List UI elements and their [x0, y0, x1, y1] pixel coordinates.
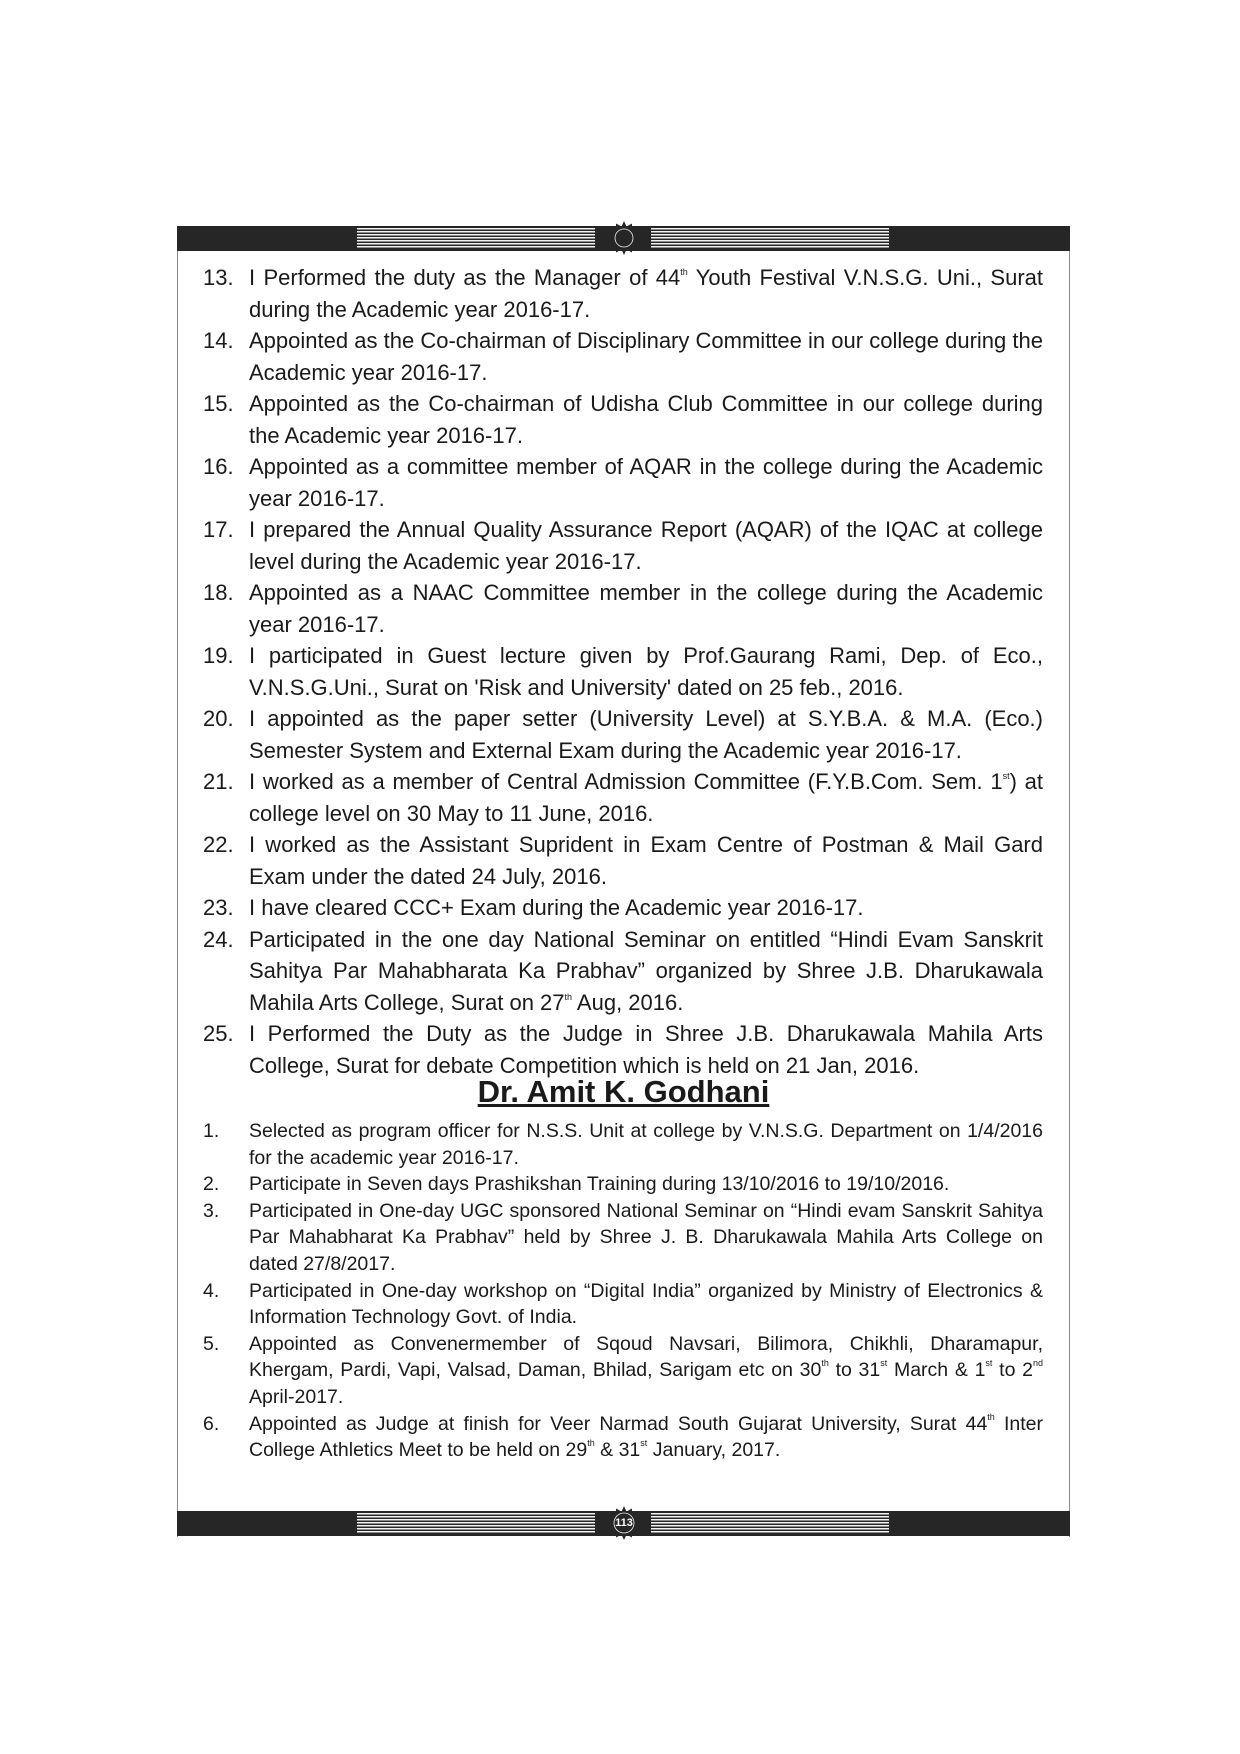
item-text: Participated in One-day workshop on “Digital India” organized by Ministry of Electronics & Information Technology Govt. of India.	[249, 1279, 1043, 1329]
item-text: Appointed as Judge at finish for Veer Narmad South Gujarat University, Surat 44th Inter College Athletics Meet to be held on 29th & 31st January, 2017.	[249, 1411, 1043, 1462]
item-text: Participated in the one day National Seminar on entitled “Hindi Evam Sanskrit Sahitya Par Mahabharata Ka Prabhav” organized by Shree J.B. Dharukawala Mahila Arts College, Surat on 27th Aug, 2016.	[249, 926, 1043, 1015]
sun-ornament-icon	[606, 220, 642, 256]
page-number-badge	[606, 1505, 642, 1541]
item-number: 1.	[203, 1120, 220, 1142]
footer-band	[177, 1511, 1070, 1536]
list-item	[203, 514, 1043, 577]
item-number: 24.	[203, 926, 234, 952]
item-number: 22.	[203, 832, 234, 857]
achievements-list-1	[203, 262, 1043, 1081]
item-number: 13.	[203, 265, 234, 290]
item-text: I have cleared CCC+ Exam during the Academic year 2016-17.	[249, 895, 864, 920]
item-text: I prepared the Annual Quality Assurance Report (AQAR) of the IQAC at college level during the Academic year 2016-17.	[249, 517, 1043, 574]
list-item	[203, 703, 1043, 766]
item-text: I participated in Guest lecture given by Prof.Gaurang Rami, Dep. of Eco., V.N.S.G.Uni., Surat on 'Risk and University' dated on 25 feb., 2016.	[249, 643, 1043, 700]
page-number: 113	[615, 1517, 633, 1529]
list-item	[203, 892, 1043, 924]
section-heading: Dr. Amit K. Godhani	[477, 1074, 770, 1109]
list-item	[203, 325, 1043, 388]
list-item	[203, 1118, 1043, 1171]
list-item	[203, 262, 1043, 325]
footer-stripes-left	[357, 1513, 595, 1534]
item-number: 18.	[203, 580, 234, 605]
item-number: 6.	[203, 1412, 220, 1435]
list-item	[203, 924, 1043, 1019]
item-number: 16.	[203, 454, 234, 479]
item-text: Appointed as a committee member of AQAR in the college during the Academic year 2016-17.	[249, 454, 1043, 511]
item-text: I Performed the Duty as the Judge in Shree J.B. Dharukawala Mahila Arts College, Surat for debate Competition which is held on 21 Jan, 2016.	[249, 1021, 1043, 1078]
list-item	[203, 1278, 1043, 1331]
list-item	[203, 829, 1043, 892]
item-text: Appointed as the Co-chairman of Disciplinary Committee in our college during the Academic year 2016-17.	[249, 328, 1043, 385]
item-text: Participated in One-day UGC sponsored National Seminar on “Hindi evam Sanskrit Sahitya Par Mahabharat Ka Prabhav” held by Shree J. B. Dharukawala Mahila Arts College on dated 27/8/2017.	[249, 1199, 1043, 1275]
item-number: 23.	[203, 895, 234, 920]
item-text: I appointed as the paper setter (University Level) at S.Y.B.A. & M.A. (Eco.) Semester System and External Exam during the Academic year 2016-17.	[249, 706, 1043, 763]
header-stripes-left	[357, 228, 595, 249]
list-item	[203, 1171, 1043, 1198]
item-number: 5.	[203, 1332, 220, 1355]
item-text: I worked as a member of Central Admission Committee (F.Y.B.Com. Sem. 1st) at college level on 30 May to 11 June, 2016.	[249, 769, 1043, 826]
item-number: 20.	[203, 706, 234, 731]
footer-stripes-right	[651, 1513, 889, 1534]
list-item	[203, 1411, 1043, 1464]
list-item	[203, 388, 1043, 451]
item-number: 21.	[203, 769, 234, 794]
list-item	[203, 1331, 1043, 1411]
item-text: Appointed as the Co-chairman of Udisha Club Committee in our college during the Academic year 2016-17.	[249, 391, 1043, 448]
item-number: 15.	[203, 391, 234, 416]
item-text: I Performed the duty as the Manager of 44th Youth Festival V.N.S.G. Uni., Surat during the Academic year 2016-17.	[249, 265, 1044, 322]
header-stripes-right	[651, 228, 889, 249]
item-number: 3.	[203, 1199, 220, 1222]
header-band	[177, 226, 1070, 251]
list-item	[203, 577, 1043, 640]
item-number: 25.	[203, 1021, 234, 1046]
item-number: 19.	[203, 643, 234, 668]
list-item	[203, 451, 1043, 514]
achievements-list-2	[203, 1118, 1043, 1464]
item-number: 14.	[203, 328, 234, 353]
item-text: Appointed as a NAAC Committee member in the college during the Academic year 2016-17.	[249, 580, 1043, 637]
item-number: 17.	[203, 517, 234, 542]
item-number: 2.	[203, 1173, 220, 1196]
list-item	[203, 766, 1043, 829]
list-item	[203, 640, 1043, 703]
item-text: Participate in Seven days Prashikshan Training during 13/10/2016 to 19/10/2016.	[249, 1173, 950, 1196]
list-item	[203, 1198, 1043, 1278]
item-text: Selected as program officer for N.S.S. Unit at college by V.N.S.G. Department on 1/4/2016 for the academic year 2016-17.	[249, 1120, 1043, 1169]
item-text: I worked as the Assistant Suprident in Exam Centre of Postman & Mail Gard Exam under the dated 24 July, 2016.	[249, 832, 1043, 889]
item-text: Appointed as Convenermember of Sqoud Navsari, Bilimora, Chikhli, Dharamapur, Khergam, Pardi, Vapi, Valsad, Daman, Bhilad, Sarigam etc on 30th to 31st March & 1st to 2nd April-2017.	[249, 1332, 1043, 1408]
item-number: 4.	[203, 1279, 220, 1302]
